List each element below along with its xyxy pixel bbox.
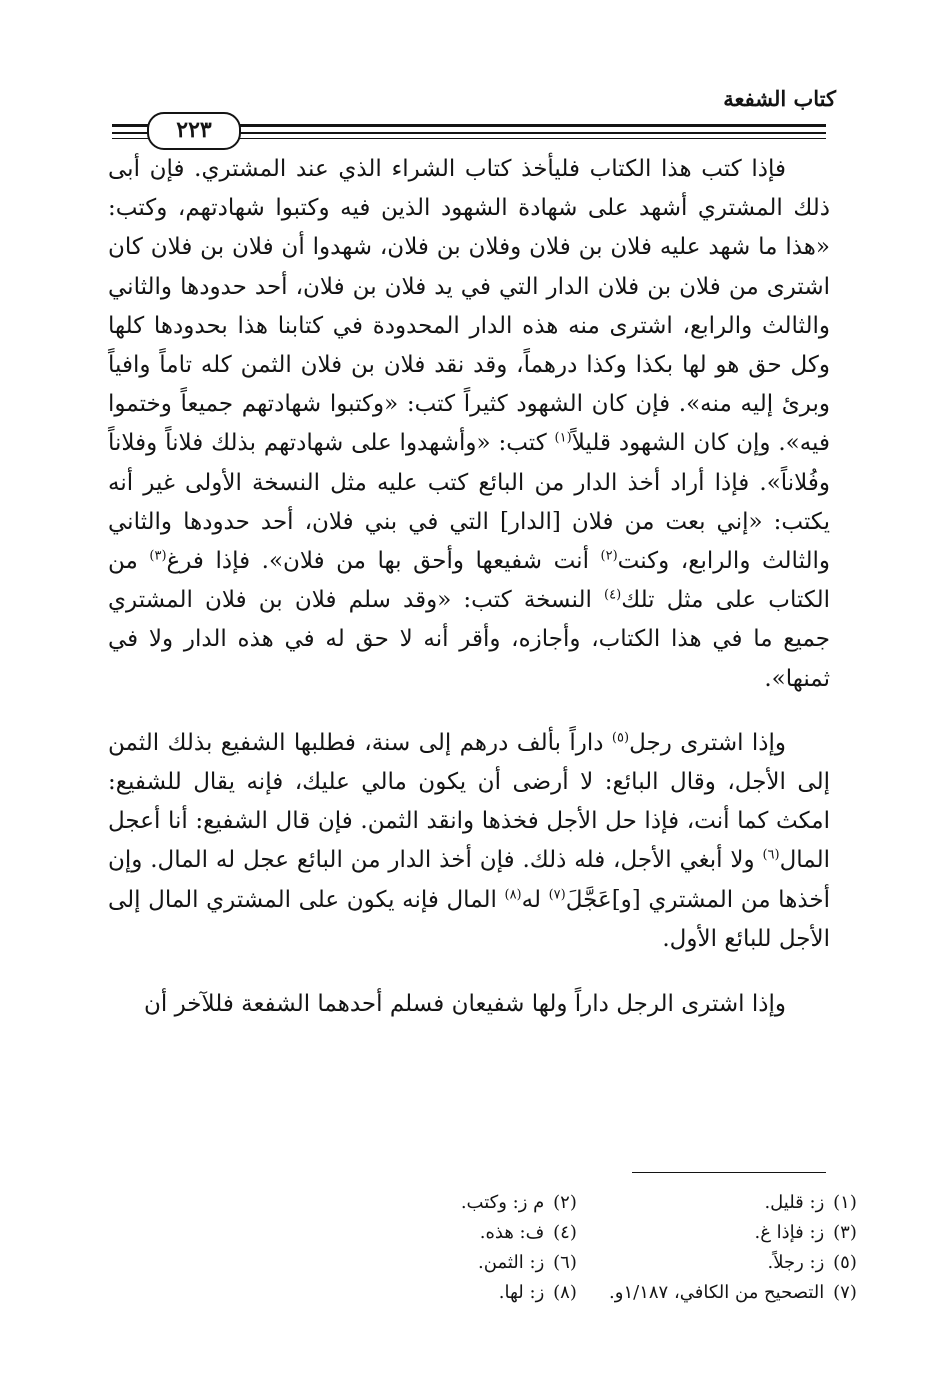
footnote-5 xyxy=(580,1248,860,1278)
footnote-4-number: (٤) xyxy=(553,1222,577,1243)
footnote-7 xyxy=(580,1278,860,1308)
footnote-row xyxy=(300,1188,860,1218)
footnote-8-text: ز: لها. xyxy=(498,1282,545,1303)
paragraph-2-part-b: داراً بألف درهم إلى سنة، فطلبها الشفيع بذلك الثمن إلى الأجل، وقال البائع: لا أرضى أن يكون مالي عليك، فإنه يقال للشفيع: امكث كما أنت، فإذا حل الأجل فخذها وانقد الثمن. فإن قال الشفيع: أنا أعجل المال xyxy=(108,729,830,874)
footnote-8 xyxy=(300,1278,580,1308)
footnote-2-text: م ز: وكتب. xyxy=(460,1192,545,1213)
paragraph-2-part-d: له xyxy=(521,886,549,913)
page-number: ٢٢٣ xyxy=(147,112,241,150)
footnote-3 xyxy=(580,1218,860,1248)
footnote-4-text: ف: هذه. xyxy=(479,1222,545,1243)
footnote-2-number: (٢) xyxy=(553,1192,577,1213)
paragraph-1-part-e: النسخة كتب: «وقد سلم فلان بن فلان المشتري جميع ما في هذا الكتاب، وأجازه، وأقر أنه لا حق له في هذه الدار ولا في ثمنها». xyxy=(108,587,830,692)
paragraph-1 xyxy=(108,150,830,699)
footnote-ref-2[interactable]: (٢) xyxy=(600,548,618,564)
paragraph-2-part-a: وإذا اشترى رجل xyxy=(629,729,786,756)
footnote-row xyxy=(300,1218,860,1248)
running-title: كتاب الشفعة xyxy=(723,86,836,111)
paragraph-1-part-b: كتب: «وأشهدوا على شهادتهم بذلك فلاناً وفلاناً وفُلاناً». فإذا أراد أخذ الدار من البائع كتب عليه مثل النسخة الأولى غير أنه يكتب: «إني بعت من فلان [الدار] التي في بني فلان، أحد حدودها والثاني والثالث والرابع، وكنت xyxy=(108,430,831,575)
footnote-3-number: (٣) xyxy=(833,1222,857,1243)
footnote-row xyxy=(300,1248,860,1278)
paragraph-2 xyxy=(108,724,830,959)
footnote-8-number: (٨) xyxy=(553,1282,577,1303)
footnote-1-text: ز: قليل. xyxy=(764,1192,825,1213)
footnote-ref-1[interactable]: (١) xyxy=(554,430,572,446)
paragraph-1-part-c: أنت شفيعها وأحق بها من فلان». فإذا فرغ xyxy=(166,548,601,575)
footnote-5-number: (٥) xyxy=(833,1252,857,1273)
footnote-1-number: (١) xyxy=(833,1192,857,1213)
footnote-7-number: (٧) xyxy=(833,1282,857,1303)
footnote-ref-7[interactable]: (٧) xyxy=(548,887,566,902)
footnote-row xyxy=(300,1278,860,1308)
footnote-ref-8[interactable]: (٨) xyxy=(504,887,522,902)
footnotes xyxy=(300,1188,860,1308)
footnote-separator xyxy=(632,1172,826,1173)
footnote-ref-5[interactable]: (٥) xyxy=(611,730,630,746)
paragraph-3: وإذا اشترى الرجل داراً ولها شفيعان فسلم أحدهما الشفعة فللآخر أن xyxy=(143,991,786,1018)
paragraph-1-part-d: من الكتاب على مثل تلك xyxy=(108,548,830,614)
footnote-5-text: ز: رجلاً. xyxy=(767,1252,825,1273)
paragraph-1-part-a: فإذا كتب هذا الكتاب فليأخذ كتاب الشراء الذي عند المشتري. فإن أبى ذلك المشتري أشهد على شهادة الشهود الذين فيه وكتبوا شهادتهم، وكتب: «هذا ما شهد عليه فلان بن فلان وفلان بن فلان، شهدوا أن فلان بن فلان كان اشترى من فلان بن فلان الدار التي في يد فلان بن فلان، أحد حدودها والثاني والثالث والرابع، اشترى منه هذه الدار المحدودة في كتابنا هذا بحدودها كلها وكل حق هو لها بكذا وكذا درهماً، وقد نقد فلان بن فلان الثمن كله تاماً وافياً وبرئ إليه منه». فإن كان الشهود كثيراً كتب: «وكتبوا شهادتهم جميعاً وختموا فيه». وإن كان الشهود قليلاً xyxy=(108,156,830,457)
footnote-ref-6[interactable]: (٦) xyxy=(762,847,780,863)
footnote-1 xyxy=(580,1188,860,1218)
footnote-4 xyxy=(300,1218,580,1248)
footnote-6-text: ز: الثمن. xyxy=(478,1252,545,1273)
footnote-ref-4[interactable]: (٤) xyxy=(604,587,622,603)
footnote-2 xyxy=(300,1188,580,1218)
footnote-6-number: (٦) xyxy=(553,1252,577,1273)
footnote-6 xyxy=(300,1248,580,1278)
main-text xyxy=(108,150,830,1024)
footnote-3-text: ز: فإذا غ. xyxy=(754,1222,825,1243)
footnote-ref-3[interactable]: (٣) xyxy=(149,548,167,564)
footnote-7-text: التصحيح من الكافي، ١/١٨٧و. xyxy=(609,1282,825,1303)
paragraph-2-part-c: ولا أبغي الأجل، فله ذلك. فإن أخذ الدار من البائع عجل له المال. وإن أخذها من المشتري [و]عَجَّلَ xyxy=(108,847,831,913)
paragraph-2-part-e: المال فإنه يكون على المشتري المال إلى الأجل للبائع الأول. xyxy=(108,886,830,952)
